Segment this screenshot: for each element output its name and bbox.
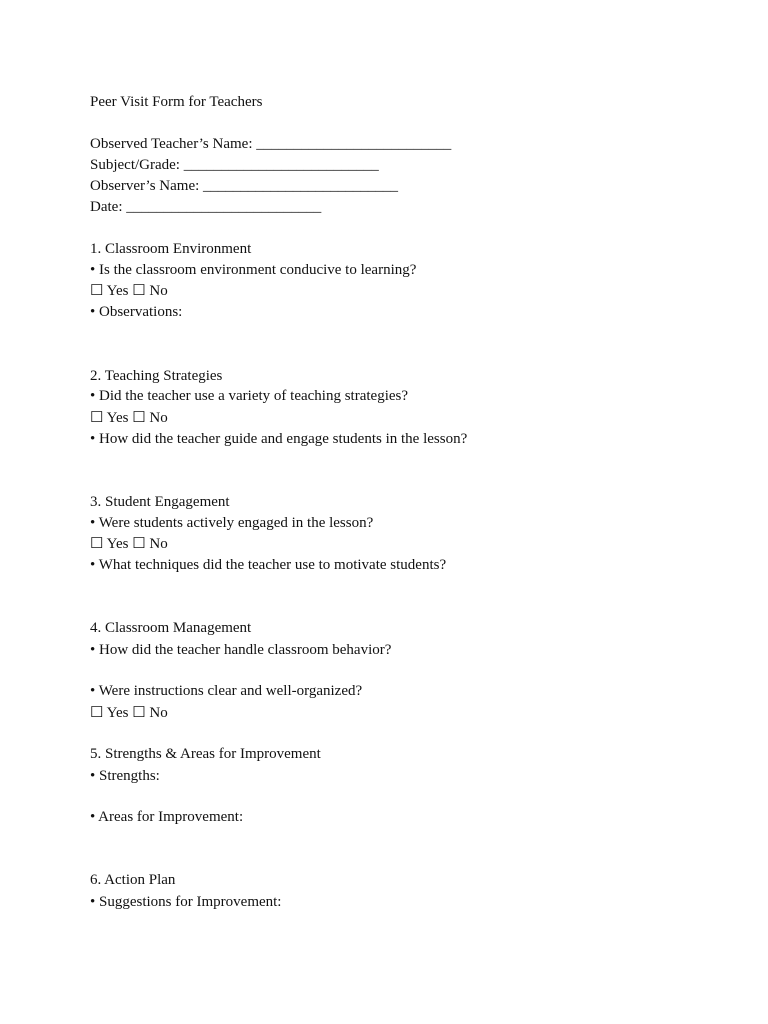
section-2-yes-no-checkboxes: ☐ Yes ☐ No [90,410,168,426]
section-1-yes-no-checkboxes: ☐ Yes ☐ No [90,283,168,299]
section-4-question-instructions: • Were instructions clear and well-organized? [90,683,363,699]
section-2-heading: 2. Teaching Strategies [90,368,223,384]
section-3-yes-no-checkboxes: ☐ Yes ☐ No [90,536,168,552]
section-3-question-engaged: • Were students actively engaged in the lesson? [90,515,374,531]
document-title: Peer Visit Form for Teachers [90,94,263,110]
section-4-question-behavior: • How did the teacher handle classroom behavior? [90,642,392,658]
section-5-heading: 5. Strengths & Areas for Improvement [90,746,321,762]
date-field: Date: __________________________ [90,199,322,215]
section-3-heading: 3. Student Engagement [90,494,230,510]
section-1-question-environment: • Is the classroom environment conducive to learning? [90,262,417,278]
observer-name-field: Observer’s Name: __________________________ [90,178,399,194]
section-1-heading: 1. Classroom Environment [90,241,252,257]
section-4-yes-no-checkboxes: ☐ Yes ☐ No [90,705,168,721]
section-3-question-techniques: • What techniques did the teacher use to motivate students? [90,557,447,573]
section-2-question-guide: • How did the teacher guide and engage students in the lesson? [90,431,468,447]
observed-teacher-field: Observed Teacher’s Name: __________________________ [90,136,452,152]
section-5-strengths: • Strengths: [90,768,160,784]
subject-grade-field: Subject/Grade: __________________________ [90,157,379,173]
section-6-suggestions: • Suggestions for Improvement: [90,894,282,910]
section-1-observations: • Observations: [90,304,183,320]
section-5-areas-for-improvement: • Areas for Improvement: [90,809,244,825]
section-6-heading: 6. Action Plan [90,872,176,888]
section-4-heading: 4. Classroom Management [90,620,252,636]
section-2-question-strategies: • Did the teacher use a variety of teaching strategies? [90,388,409,404]
